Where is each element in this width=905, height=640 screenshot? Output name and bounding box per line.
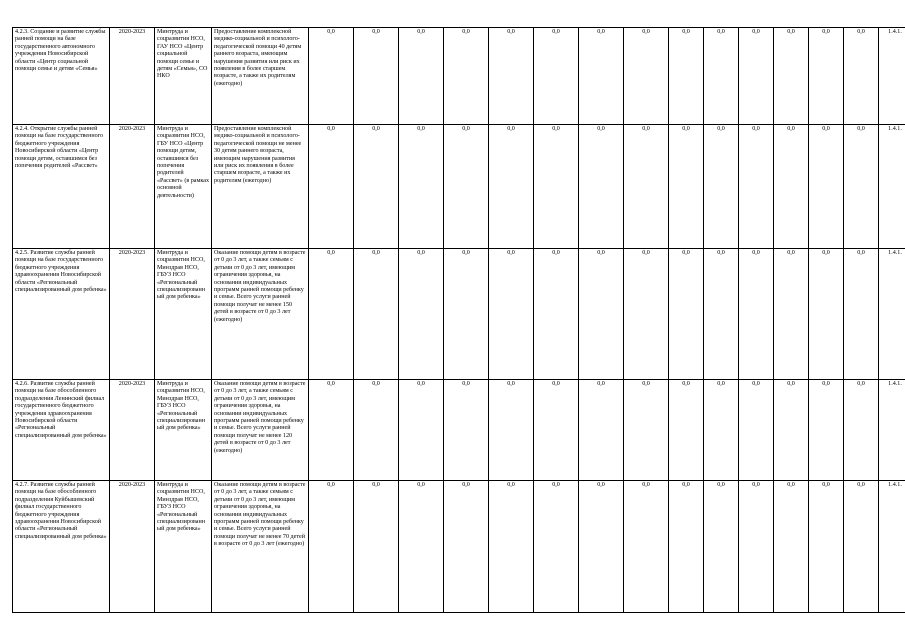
value-cell: 0,0 [809, 249, 844, 380]
value-cell: 0,0 [354, 28, 399, 125]
measure-name-cell: 4.2.3. Создание и развитие службы ранней помощи на базе государственного автономного учреждения Новосибирской области «Центр социальной помощи семье и детям «Семья» [13, 28, 110, 125]
value-cell: 0,0 [739, 28, 774, 125]
value-cell: 0,0 [739, 249, 774, 380]
indicator-code-cell: 1.4.1. [879, 125, 905, 249]
value-cell: 0,0 [624, 125, 669, 249]
value-cell: 0,0 [704, 28, 739, 125]
executor-cell: Минтруда и соцразвития НСО, Минздрав НСО, ГБУЗ НСО «Региональный специализированный дом ребенка» [155, 249, 212, 380]
result-cell: Оказание помощи детям в возрасте от 0 до 3 лет, а также семьям с детьми от 0 до 3 лет, имеющим ограничения здоровья, на основании индивидуальных программ ранней помощи ребенку и семье. Всего услуги ранней помощи получат не менее 120 детей в возрасте от 0 до 3 лет (ежегодно) [212, 380, 309, 481]
table-row [13, 249, 905, 380]
value-cell: 0,0 [809, 380, 844, 481]
value-cell: 0,0 [309, 125, 354, 249]
value-cell: 0,0 [309, 380, 354, 481]
value-cell: 0,0 [669, 380, 704, 481]
value-cell: 0,0 [809, 28, 844, 125]
period-cell: 2020-2023 [110, 481, 155, 613]
executor-cell: Минтруда и соцразвития НСО, Минздрав НСО, ГБУЗ НСО «Региональный специализированный дом ребенка» [155, 481, 212, 613]
measure-name-cell: 4.2.4. Открытие службы ранней помощи на базе государственного бюджетного учреждения Новосибирской области «Центр помощи детям, оставшимся без попечения родителей «Рассвет» [13, 125, 110, 249]
value-cell: 0,0 [309, 28, 354, 125]
value-cell: 0,0 [669, 249, 704, 380]
value-cell: 0,0 [774, 125, 809, 249]
value-cell: 0,0 [844, 28, 879, 125]
indicator-code-cell: 1.4.1. [879, 380, 905, 481]
value-cell: 0,0 [624, 481, 669, 613]
value-cell: 0,0 [579, 481, 624, 613]
table-row [13, 125, 905, 249]
table-row [13, 28, 905, 125]
value-cell: 0,0 [309, 249, 354, 380]
period-cell: 2020-2023 [110, 380, 155, 481]
value-cell: 0,0 [624, 249, 669, 380]
value-cell: 0,0 [354, 380, 399, 481]
table-row [13, 481, 905, 613]
value-cell: 0,0 [489, 28, 534, 125]
value-cell: 0,0 [844, 481, 879, 613]
value-cell: 0,0 [579, 380, 624, 481]
result-cell: Предоставление комплексной медико-социальной и психолого-педагогической помощи не менее 30 детям раннего возраста, имеющим нарушения развития или риск их появления в более старшем возрасте, а также их родителям (ежегодно) [212, 125, 309, 249]
value-cell: 0,0 [579, 28, 624, 125]
value-cell: 0,0 [354, 125, 399, 249]
value-cell: 0,0 [579, 125, 624, 249]
value-cell: 0,0 [489, 249, 534, 380]
measure-name-cell: 4.2.6. Развитие службы ранней помощи на базе обособленного подразделения Ленинский филиал государственного бюджетного учреждения здравоохранения Новосибирской области «Региональный специализированный дом ребенка» [13, 380, 110, 481]
value-cell: 0,0 [739, 380, 774, 481]
indicator-code-cell: 1.4.1. [879, 28, 905, 125]
indicator-code-cell: 1.4.1. [879, 249, 905, 380]
measures-table [12, 27, 905, 613]
period-cell: 2020-2023 [110, 125, 155, 249]
result-cell: Предоставление комплексной медико-социальной и психолого-педагогической помощи 40 детям раннего возраста, имеющим нарушения развития или риск их появления в более старшем возрасте, а также их родителям (ежегодно) [212, 28, 309, 125]
executor-cell: Минтруда и соцразвития НСО, ГАУ НСО «Центр социальной помощи семье и детям «Семья», СО НКО [155, 28, 212, 125]
value-cell: 0,0 [844, 380, 879, 481]
value-cell: 0,0 [354, 481, 399, 613]
value-cell: 0,0 [844, 125, 879, 249]
value-cell: 0,0 [624, 28, 669, 125]
result-cell: Оказание помощи детям в возрасте от 0 до 3 лет, а также семьям с детьми от 0 до 3 лет, имеющим ограничения здоровья, на основании индивидуальных программ ранней помощи ребенку и семье. Всего услуги ранней помощи получат не менее 70 детей в возрасте от 0 до 3 лет (ежегодно) [212, 481, 309, 613]
value-cell: 0,0 [579, 249, 624, 380]
value-cell: 0,0 [489, 481, 534, 613]
value-cell: 0,0 [704, 249, 739, 380]
value-cell: 0,0 [704, 380, 739, 481]
measure-name-cell: 4.2.7. Развитие службы ранней помощи на базе обособленного подразделения Куйбышевский филиал государственного бюджетного учреждения здравоохранения Новосибирской области «Региональный специализированный дом ребенка» [13, 481, 110, 613]
executor-cell: Минтруда и соцразвития НСО, Минздрав НСО, ГБУЗ НСО «Региональный специализированный дом ребенка» [155, 380, 212, 481]
value-cell: 0,0 [774, 481, 809, 613]
value-cell: 0,0 [534, 125, 579, 249]
value-cell: 0,0 [669, 481, 704, 613]
value-cell: 0,0 [534, 249, 579, 380]
value-cell: 0,0 [444, 249, 489, 380]
value-cell: 0,0 [844, 249, 879, 380]
value-cell: 0,0 [534, 481, 579, 613]
value-cell: 0,0 [624, 380, 669, 481]
value-cell: 0,0 [444, 125, 489, 249]
result-cell: Оказание помощи детям в возрасте от 0 до 3 лет, а также семьям с детьми от 0 до 3 лет, имеющим ограничения здоровья, на основании индивидуальных программ ранней помощи ребенку и семье. Всего услуги ранней помощи получат не менее 150 детей в возрасте от 0 до 3 лет (ежегодно) [212, 249, 309, 380]
value-cell: 0,0 [704, 125, 739, 249]
value-cell: 0,0 [399, 380, 444, 481]
measure-name-cell: 4.2.5. Развитие службы ранней помощи на базе государственного бюджетного учреждения здравоохранения Новосибирской области «Региональный специализированный дом ребенка» [13, 249, 110, 380]
value-cell: 0,0 [774, 28, 809, 125]
value-cell: 0,0 [774, 380, 809, 481]
value-cell: 0,0 [809, 125, 844, 249]
value-cell: 0,0 [774, 249, 809, 380]
value-cell: 0,0 [444, 28, 489, 125]
value-cell: 0,0 [669, 28, 704, 125]
table-row [13, 380, 905, 481]
value-cell: 0,0 [444, 380, 489, 481]
value-cell: 0,0 [534, 380, 579, 481]
value-cell: 0,0 [399, 125, 444, 249]
value-cell: 0,0 [399, 249, 444, 380]
period-cell: 2020-2023 [110, 249, 155, 380]
value-cell: 0,0 [669, 125, 704, 249]
value-cell: 0,0 [809, 481, 844, 613]
executor-cell: Минтруда и соцразвития НСО, ГБУ НСО «Центр помощи детям, оставшимся без попечения родителей «Рассвет» (в рамках основной деятельности) [155, 125, 212, 249]
value-cell: 0,0 [739, 125, 774, 249]
value-cell: 0,0 [739, 481, 774, 613]
value-cell: 0,0 [399, 28, 444, 125]
value-cell: 0,0 [354, 249, 399, 380]
value-cell: 0,0 [704, 481, 739, 613]
period-cell: 2020-2023 [110, 28, 155, 125]
value-cell: 0,0 [399, 481, 444, 613]
value-cell: 0,0 [444, 481, 489, 613]
value-cell: 0,0 [309, 481, 354, 613]
value-cell: 0,0 [489, 125, 534, 249]
indicator-code-cell: 1.4.1. [879, 481, 905, 613]
value-cell: 0,0 [489, 380, 534, 481]
value-cell: 0,0 [534, 28, 579, 125]
